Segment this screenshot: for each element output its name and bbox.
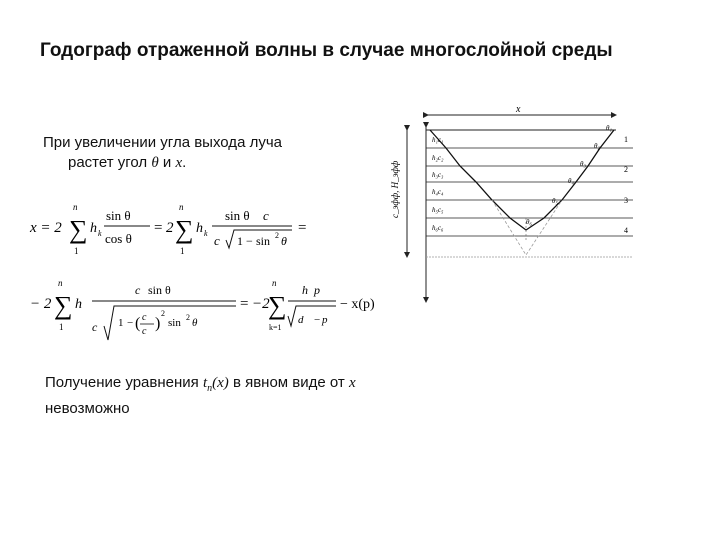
eq2-p2: p [322, 314, 328, 326]
eq2-minus: − [127, 317, 134, 329]
layer-label-6: h₆c₆ [432, 224, 444, 232]
equation-1 [30, 198, 330, 260]
layer-label-4: h₄c₄ [432, 188, 444, 196]
layer-number-1: 1 [624, 135, 628, 144]
eq1-sin2: sin [256, 234, 271, 248]
eq2-inner-c1: c [142, 326, 147, 337]
eq1-numerator: sin θ [106, 208, 131, 223]
eq2-h: h [75, 297, 82, 312]
layer-number-2: 2 [624, 165, 628, 174]
angle-label-5: θ₅ [552, 197, 558, 205]
eq1-two: 2 [166, 220, 174, 236]
eq1-trailing-eq: = [298, 220, 307, 236]
layer-label-1: h₁c₁ [432, 136, 444, 144]
eq2-sq2: 2 [186, 313, 190, 322]
eq2-sum-2-top: n [272, 278, 277, 288]
eq1-denominator: cos θ [105, 231, 132, 246]
eq1-theta: θ [281, 234, 287, 248]
angle-label-6: θ₆ [526, 218, 532, 226]
eq2-sum-2: ∑ [268, 291, 287, 320]
eq1-h: h [90, 221, 97, 236]
eq1-sq: 2 [275, 231, 279, 240]
eq2-d: d [298, 314, 304, 326]
ray-path [430, 130, 614, 230]
eq1-sum-1: ∑ [69, 215, 88, 244]
eq1-c1: c [214, 233, 220, 248]
eq2-theta: θ [192, 317, 198, 329]
eq2-eq-sign: = [240, 296, 249, 312]
eq2-lead: − 2 [30, 296, 52, 312]
eq2-sum-1-bottom: 1 [59, 322, 64, 332]
eq2-ck: c [135, 283, 141, 297]
eq2-paren-close: ) [155, 315, 161, 332]
angle-label-1: θ₁ [606, 124, 612, 132]
layer-number-4: 4 [624, 226, 628, 235]
x-symbol: x [175, 155, 183, 171]
eq1-sum-2: ∑ [175, 215, 194, 244]
eq2-one: 1 [118, 317, 124, 329]
eq2-rhs: − x(p) [340, 297, 375, 312]
eq2-sqrt-2 [288, 306, 336, 326]
conclusion-x: x [348, 375, 356, 391]
conclusion-t: t [202, 375, 208, 391]
eq2-sin2: sin [168, 317, 181, 329]
eq1-h2-sub: k [204, 229, 208, 238]
intro-line-1: При увеличении угла выхода луча [43, 134, 282, 151]
eq1-one: 1 [237, 234, 243, 248]
conclusion-line-2: невозможно [45, 400, 130, 417]
eq2-sin: sin θ [148, 283, 171, 297]
eq1-sum-1-bottom: 1 [74, 246, 79, 256]
eq1-ck: c [263, 208, 269, 223]
intro-line-2-end: . [182, 154, 187, 171]
eq2-hk: h [302, 283, 308, 297]
layer-number-3: 3 [624, 196, 628, 205]
layer-label-2: h₂c₂ [432, 154, 444, 162]
eq2-minus-p: − [314, 314, 321, 326]
intro-line-2-mid: и [158, 154, 176, 171]
layer-label-3: h₃c₃ [432, 171, 444, 179]
intro-line-2-prefix: растет угол [68, 154, 152, 171]
eq2-sum-1: ∑ [54, 291, 73, 320]
eq2-sq: 2 [161, 309, 165, 318]
angle-label-3: θ₃ [580, 160, 586, 168]
x-dimension-label: x [516, 104, 521, 115]
eq1-sum-2-bottom: 1 [180, 246, 185, 256]
eq1-lhs: x = 2 [30, 220, 62, 236]
eq2-sum-2-bottom: k=1 [269, 323, 282, 332]
eq1-sum-1-top: n [73, 202, 78, 212]
page-title: Годограф отраженной волны в случае многослойной среды [40, 40, 613, 61]
conclusion-arg: (x) [212, 375, 229, 391]
eq1-eq-sign: = [154, 220, 163, 236]
eq2-paren: ( [135, 315, 141, 332]
theta-symbol: θ [151, 155, 159, 171]
eq2-minus-two: −2 [252, 296, 270, 312]
equation-2 [30, 276, 375, 354]
intro-text [43, 133, 333, 173]
conclusion-mid: в явном виде от [228, 374, 349, 391]
eq1-minus: − [246, 234, 253, 248]
conclusion-text [45, 373, 405, 419]
angle-label-2: θ₂ [594, 142, 600, 150]
eq1-sum-2-top: n [179, 202, 184, 212]
effective-axis-label: c_эфф, H_эфф [390, 160, 400, 218]
eq1-numerator-2: sin θ [225, 208, 250, 223]
layer-label-5: h₅c₅ [432, 206, 444, 214]
eq1-h2: h [196, 221, 203, 236]
eq2-c1: c [92, 320, 98, 334]
conclusion-prefix: Получение уравнения [45, 374, 203, 391]
eq1-h-sub: k [98, 229, 102, 238]
angle-label-4: θ₄ [568, 177, 574, 185]
eq2-inner-ck: c [142, 312, 147, 323]
conclusion-n: n [207, 383, 213, 394]
eq2-sum-1-top: n [58, 278, 63, 288]
hodograph-diagram [388, 100, 638, 305]
eq2-p: p [314, 283, 320, 297]
intro-line-2 [43, 153, 333, 173]
ray-extension [492, 200, 562, 255]
